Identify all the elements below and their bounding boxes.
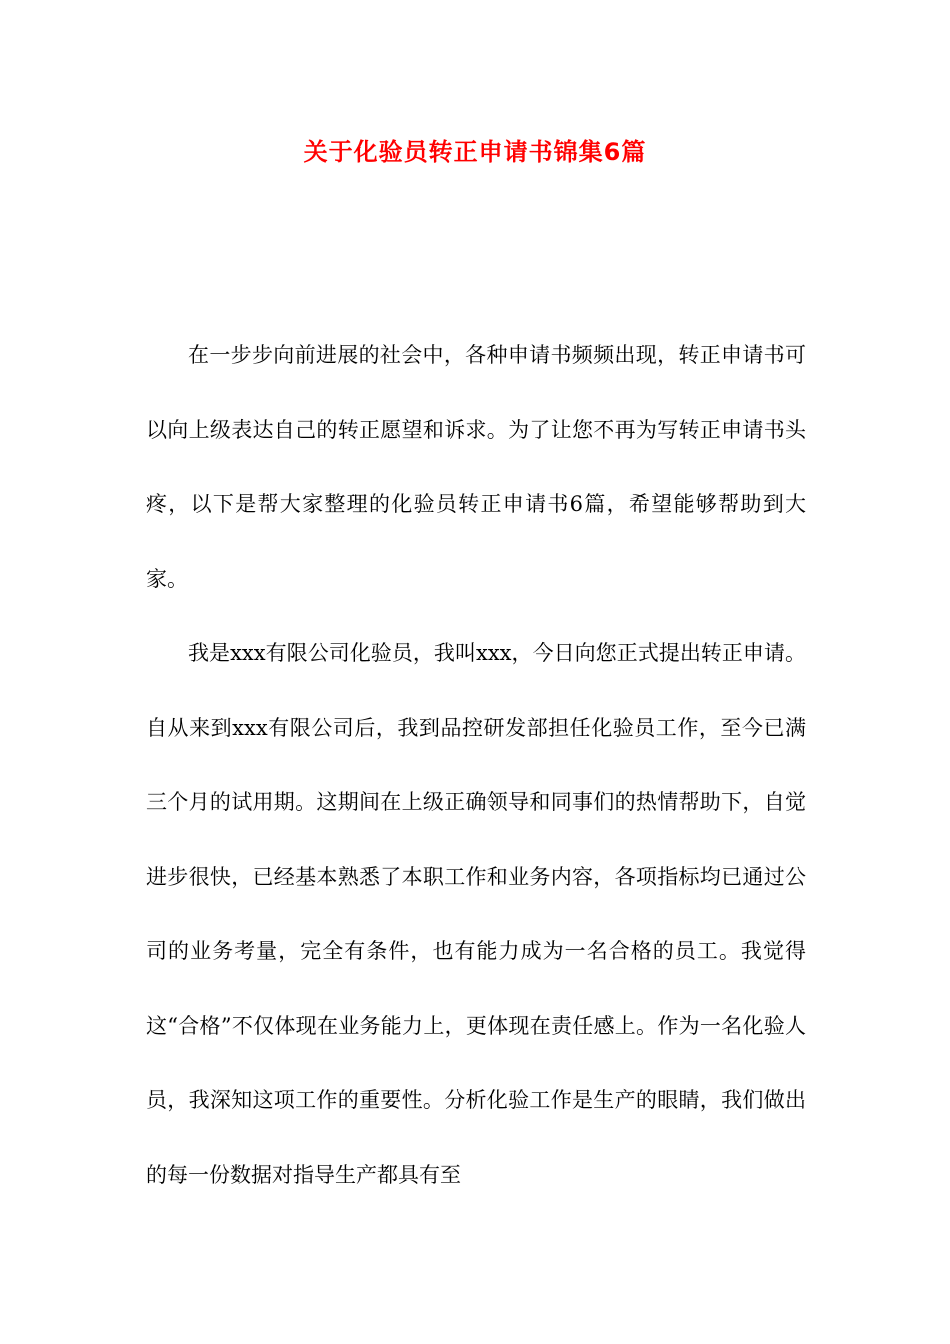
document-title: 关于化验员转正申请书锦集6篇 <box>303 138 647 166</box>
paragraph-intro: 在一步步向前进展的社会中，各种申请书频频出现，转正申请书可以向上级表达自己的转正愿望和诉求。为了让您不再为写转正申请书头疼，以下是帮大家整理的化验员转正申请书6篇，希望能够帮助到大家。 <box>146 343 806 591</box>
document-body <box>146 318 806 1212</box>
paragraph-application: 我是xxx有限公司化验员，我叫xxx，今日向您正式提出转正申请。自从来到xxx有限公司后，我到品控研发部担任化验员工作，至今已满三个月的试用期。这期间在上级正确领导和同事们的热情帮助下，自觉进步很快，已经基本熟悉了本职工作和业务内容，各项指标均已通过公司的业务考量，完全有条件，也有能力成为一名合格的员工。我觉得这“合格”不仅体现在业务能力上，更体现在责任感上。作为一名化验人员，我深知这项工作的重要性。分析化验工作是生产的眼睛，我们做出的每一份数据对指导生产都具有至 <box>146 641 806 1187</box>
